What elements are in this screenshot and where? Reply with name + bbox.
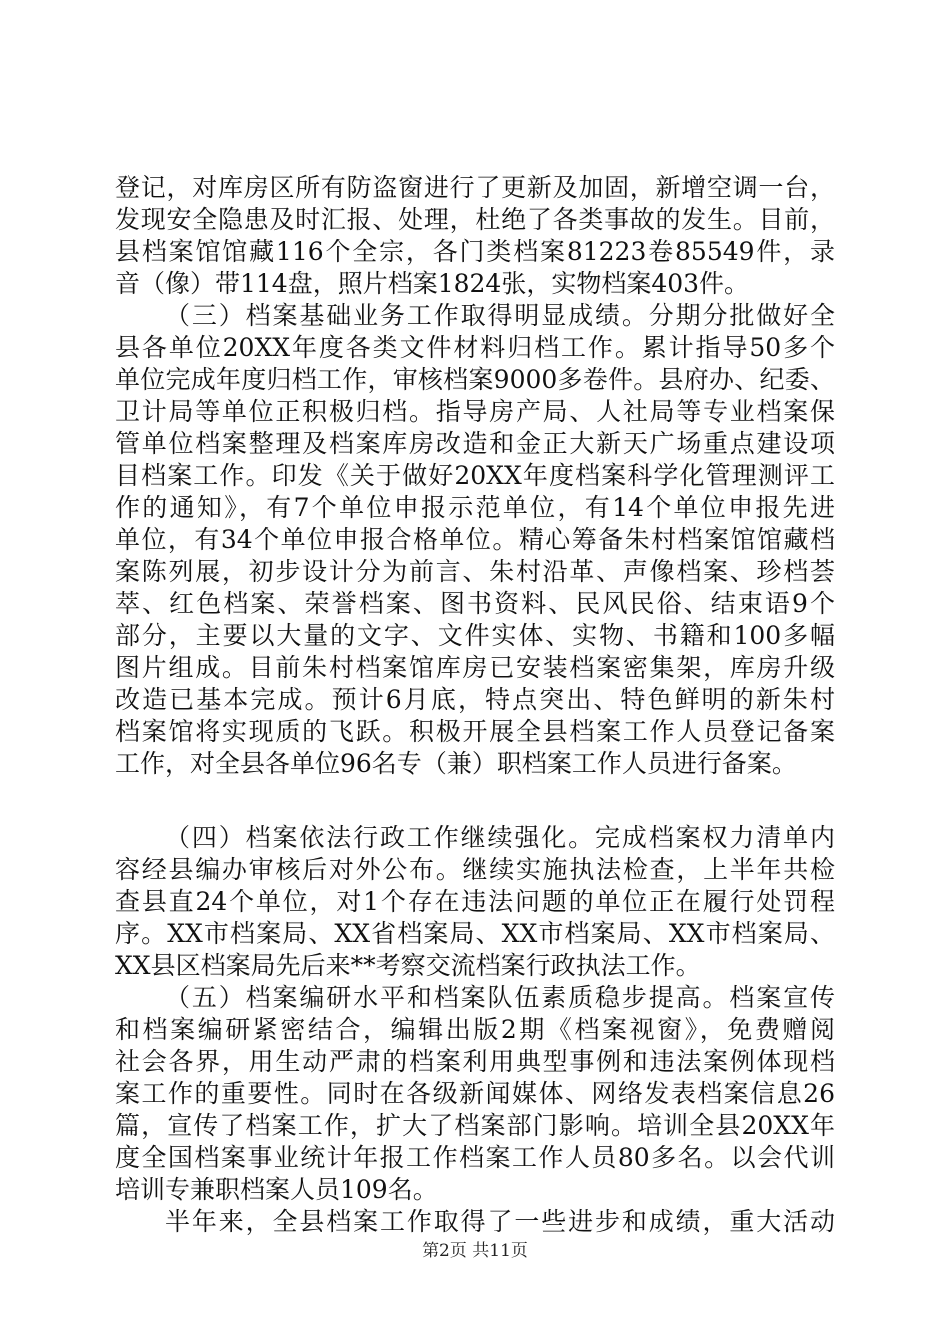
text-line: 案陈列展，初步设计分为前言、朱村沿革、声像档案、珍档荟 (115, 557, 835, 586)
text-line: 目档案工作。印发《关于做好20XX年度档案科学化管理测评工 (115, 461, 835, 490)
text-line: 改造已基本完成。预计6月底，特点突出、特色鲜明的新朱村 (115, 685, 835, 714)
text-line: 工作，对全县各单位96名专（兼）职档案工作人员进行备案。 (115, 749, 797, 778)
text-line: 单位，有34个单位申报合格单位。精心筹备朱村档案馆馆藏档 (115, 525, 835, 554)
page-number-footer: 第2页 共11页 (422, 1241, 528, 1261)
paragraph-basic-business (115, 300, 835, 780)
text-line: 单位完成年度归档工作，审核档案9000多卷件。县府办、纪委、 (115, 365, 835, 394)
text-line: 和档案编研紧密结合，编辑出版2期《档案视窗》，免费赠阅 (115, 1015, 835, 1044)
text-line: （四）档案依法行政工作继续强化。完成档案权力清单内 (165, 823, 835, 852)
text-line: 管单位档案整理及档案库房改造和金正大新天广场重点建设项 (115, 429, 835, 458)
document-body (115, 172, 835, 1238)
text-line: （五）档案编研水平和档案队伍素质稳步提高。档案宣传 (165, 983, 835, 1012)
text-line: 度全国档案事业统计年报工作档案工作人员80多名。以会代训 (115, 1143, 835, 1172)
text-line: 部分，主要以大量的文字、文件实体、实物、书籍和100多幅 (115, 621, 835, 650)
paragraph-compilation-research (115, 982, 835, 1206)
text-line: 县档案馆馆藏116个全宗，各门类档案81223卷85549件，录 (115, 237, 835, 266)
text-line: 档案馆将实现质的飞跃。积极开展全县档案工作人员登记备案 (115, 717, 835, 746)
text-line: 半年来，全县档案工作取得了一些进步和成绩，重大活动 (165, 1207, 835, 1236)
paragraph-collection-status (115, 172, 835, 300)
text-line: 发现安全隐患及时汇报、处理，杜绝了各类事故的发生。目前， (115, 205, 835, 234)
text-line: 案工作的重要性。同时在各级新闻媒体、网络发表档案信息26 (115, 1079, 835, 1108)
text-line: 卫计局等单位正积极归档。指导房产局、人社局等专业档案保 (115, 397, 835, 426)
text-line: 容经县编办审核后对外公布。继续实施执法检查，上半年共检 (115, 855, 835, 884)
text-line: 作的通知》，有7个单位申报示范单位，有14个单位申报先进 (115, 493, 835, 522)
text-line: 萃、红色档案、荣誉档案、图书资料、民风民俗、结束语9个 (115, 589, 835, 618)
text-line: 登记，对库房区所有防盗窗进行了更新及加固，新增空调一台， (115, 173, 835, 202)
text-line: 县各单位20XX年度各类文件材料归档工作。累计指导50多个 (115, 333, 835, 362)
paragraph-half-year-summary (115, 1206, 835, 1238)
text-line: XX县区档案局先后来**考察交流档案行政执法工作。 (115, 951, 701, 980)
text-line: 序。XX市档案局、XX省档案局、XX市档案局、XX市档案局、 (115, 919, 835, 948)
text-line: （三）档案基础业务工作取得明显成绩。分期分批做好全 (165, 301, 835, 330)
paragraph-law-administration (115, 822, 835, 982)
text-line: 培训专兼职档案人员109名。 (115, 1175, 438, 1204)
text-line: 篇，宣传了档案工作，扩大了档案部门影响。培训全县20XX年 (115, 1111, 835, 1140)
text-line: 音（像）带114盘，照片档案1824张，实物档案403件。 (115, 269, 750, 298)
text-line: 社会各界，用生动严肃的档案利用典型事例和违法案例体现档 (115, 1047, 835, 1076)
paragraph-gap (115, 780, 835, 822)
text-line: 图片组成。目前朱村档案馆库房已安装档案密集架，库房升级 (115, 653, 835, 682)
text-line: 查县直24个单位，对1个存在违法问题的单位正在履行处罚程 (115, 887, 835, 916)
